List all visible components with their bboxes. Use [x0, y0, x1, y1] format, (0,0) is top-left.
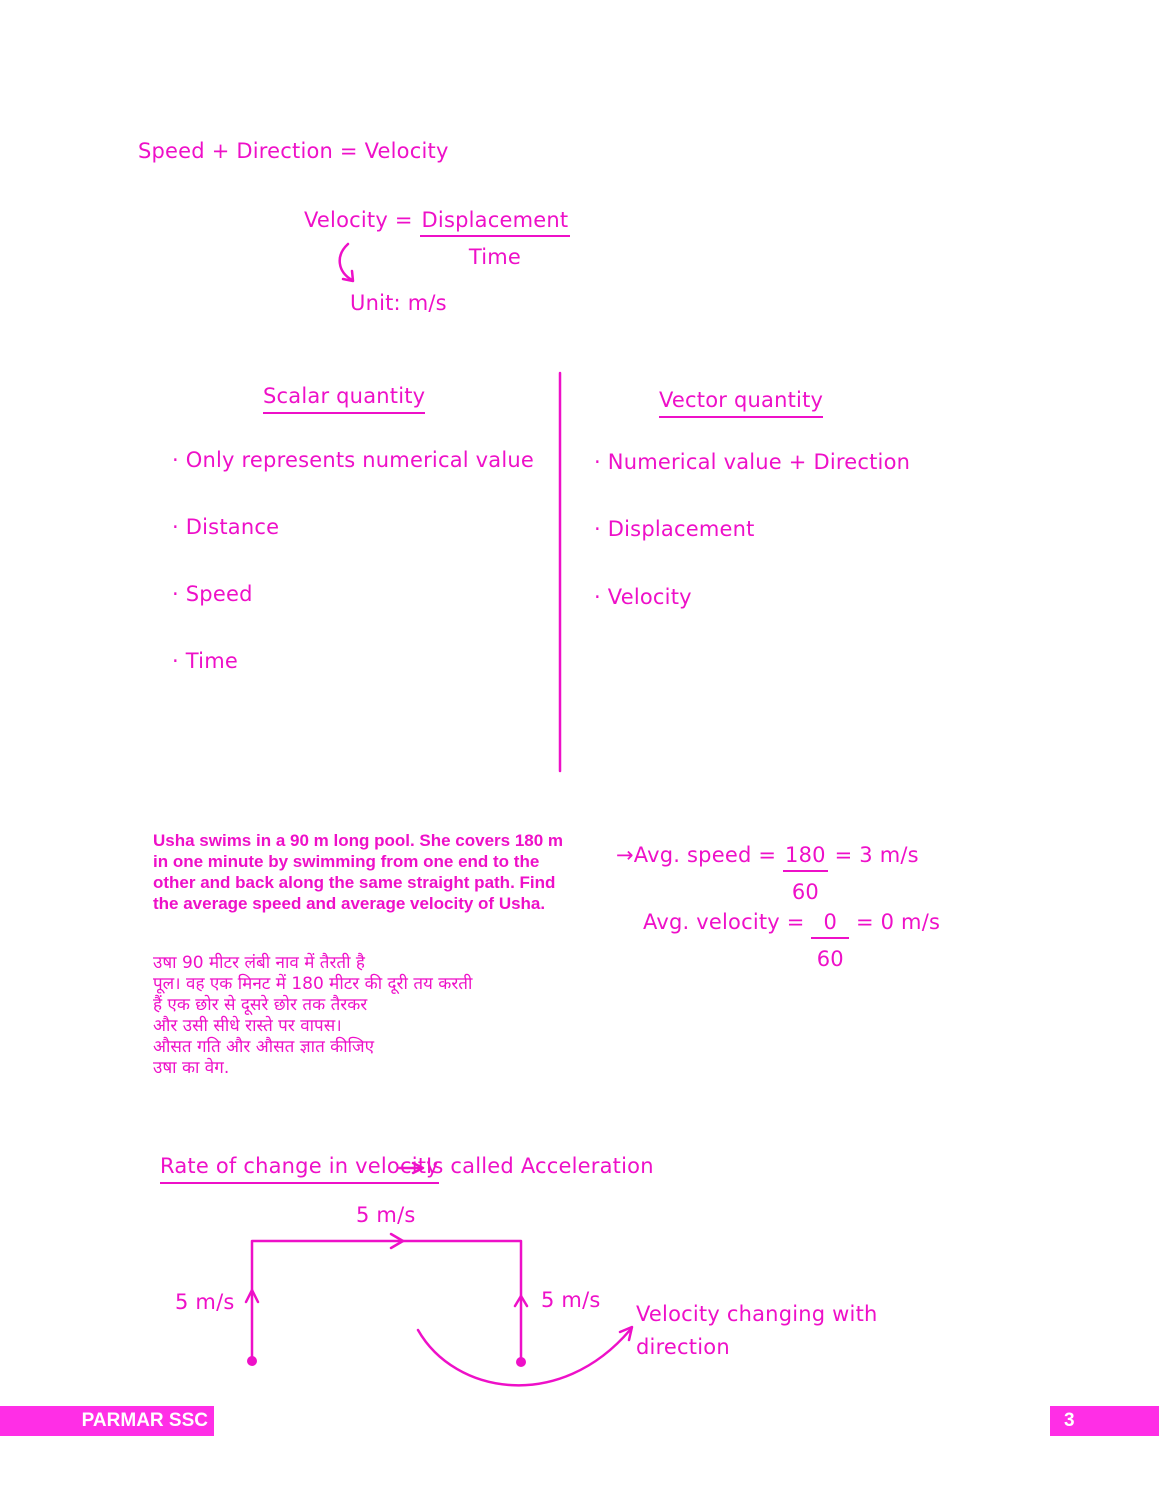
motion-path [252, 1241, 521, 1362]
avg-velocity-lhs: Avg. velocity = [643, 910, 805, 934]
avg-velocity-denominator: 60 [816, 947, 844, 971]
end-point-dot [516, 1357, 526, 1367]
scalar-item-label: Speed [185, 582, 253, 606]
diagram-right-label: 5 m/s [541, 1288, 601, 1312]
acceleration-definition-left: Rate of change in velocity [160, 1154, 439, 1184]
bullet: · [172, 448, 179, 472]
footer-page-number: 3 [1050, 1406, 1159, 1436]
velocity-denominator: Time [468, 245, 522, 269]
heading-speed-direction-velocity: Speed + Direction = Velocity [138, 139, 449, 163]
diagram-left-label: 5 m/s [175, 1290, 235, 1314]
diagram-note-line1: Velocity changing with [636, 1302, 878, 1326]
diagram-top-label: 5 m/s [356, 1203, 416, 1227]
bullet: · [172, 649, 179, 673]
curved-arrow [418, 1330, 630, 1385]
scalar-title: Scalar quantity [263, 384, 425, 414]
bullet: · [594, 585, 601, 609]
velocity-formula-lhs: Velocity = [304, 208, 413, 232]
diagram-note-line2: direction [636, 1335, 730, 1359]
avg-velocity-numerator: 0 [811, 910, 849, 939]
scalar-item-label: Only represents numerical value [185, 448, 535, 472]
avg-speed-rhs: = 3 m/s [834, 843, 919, 867]
start-point-dot [247, 1356, 257, 1366]
avg-speed-denominator: 60 [791, 880, 819, 904]
question-hindi: उषा 90 मीटर लंबी नाव में तैरती है पूल। वह एक मिनट में 180 मीटर की दूरी तय करती हैं एक छोर से दूसरे छोर तक तैरकर और उसी सीधे रास्ते पर वापस। औसत गति और औसत ज्ञात कीजिए उषा का वेग. [153, 953, 473, 1078]
vector-item-label: Numerical value + Direction [607, 450, 911, 474]
arrow-right-icon: → [616, 843, 634, 867]
avg-speed-lhs: Avg. speed = [633, 843, 777, 867]
velocity-unit: Unit: m/s [350, 291, 447, 315]
vector-item-label: Velocity [607, 585, 692, 609]
bullet: · [172, 582, 179, 606]
scalar-item-label: Distance [185, 515, 280, 539]
velocity-numerator: Displacement [420, 208, 571, 237]
acceleration-definition-right: Is called Acceleration [426, 1154, 654, 1178]
avg-speed-numerator: 180 [783, 843, 828, 872]
vector-title: Vector quantity [659, 388, 823, 418]
footer-brand: PARMAR SSC [0, 1406, 214, 1436]
question-english: Usha swims in a 90 m long pool. She covers 180 m in one minute by swimming from one end to the other and back along the same straight path. Find the average speed and average velocity of Usha. [153, 831, 564, 913]
unit-pointer-curve [340, 244, 352, 280]
bullet: · [594, 450, 601, 474]
bullet: · [172, 515, 179, 539]
bullet: · [594, 517, 601, 541]
avg-velocity-rhs: = 0 m/s [855, 910, 941, 934]
scalar-item-label: Time [185, 649, 238, 673]
vector-item-label: Displacement [607, 517, 755, 541]
